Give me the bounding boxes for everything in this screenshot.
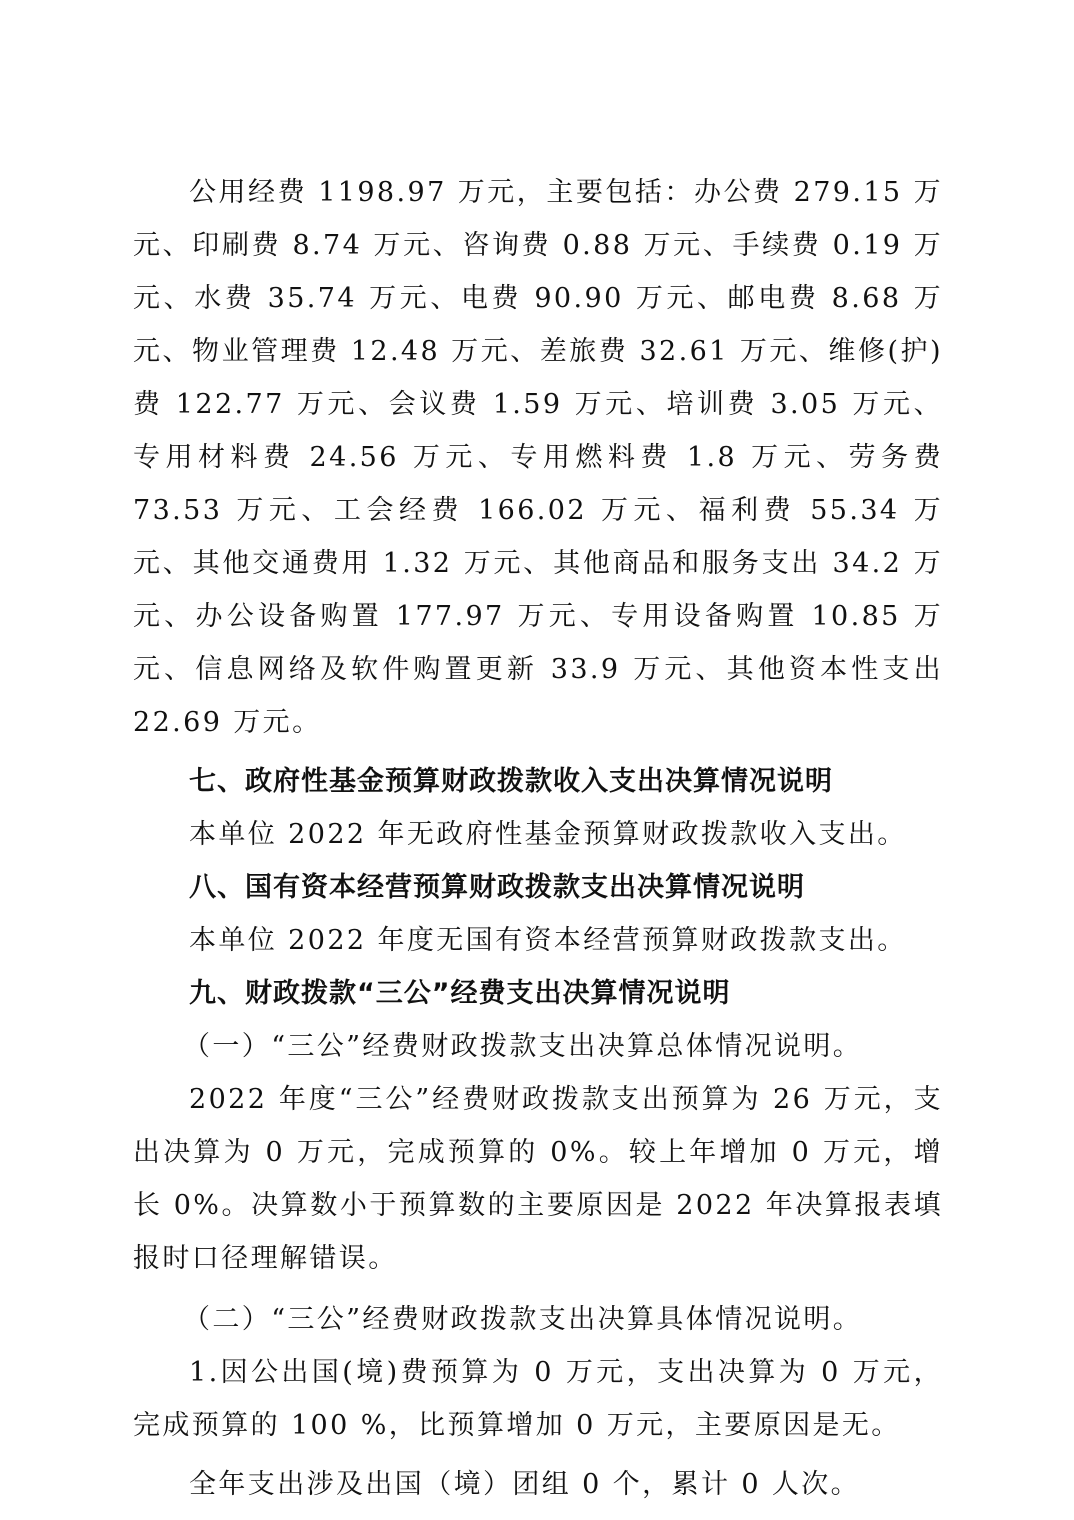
section-9-heading: 九、财政拨款“三公”经费支出决算情况说明 xyxy=(189,978,731,1009)
subsection-1-body: 2022 年度“三公”经费财政拨款支出预算为 26 万元，支出决算为 0 万元，完成预算的 0%。较上年增加 0 万元，增长 0%。决算数小于预算数的主要原因是 2022 年决算报表填报时口径理解错误。 xyxy=(133,1084,943,1274)
section-8-body: 本单位 2022 年度无国有资本经营预算财政拨款支出。 xyxy=(189,925,907,956)
public-expense-paragraph: 公用经费 1198.97 万元，主要包括：办公费 279.15 万元、印刷费 8.74 万元、咨询费 0.88 万元、手续费 0.19 万元、水费 35.74 万元、电费 90.90 万元、邮电费 8.68 万元、物业管理费 12.48 万元、差旅费 32.61 万元、维修(护)费 122.77 万元、会议费 1.59 万元、培训费 3.05 万元、专用材料费 24.56 万元、专用燃料费 1.8 万元、劳务费 73.53 万元、工会经费 166.02 万元、福利费 55.34 万元、其他交通费用 1.32 万元、其他商品和服务支出 34.2 万元、办公设备购置 177.97 万元、专用设备购置 10.85 万元、信息网络及软件购置更新 33.9 万元、其他资本性支出 22.69 万元。 xyxy=(133,177,943,738)
document-page xyxy=(133,166,943,1511)
section-7-heading: 七、政府性基金预算财政拨款收入支出决算情况说明 xyxy=(189,766,833,797)
overseas-expense-paragraph: 1.因公出国(境)费预算为 0 万元，支出决算为 0 万元，完成预算的 100 %，比预算增加 0 万元，主要原因是无。 xyxy=(133,1357,943,1441)
section-7-body: 本单位 2022 年无政府性基金预算财政拨款收入支出。 xyxy=(189,819,907,850)
section-8-heading: 八、国有资本经营预算财政拨款支出决算情况说明 xyxy=(189,872,805,903)
overseas-groups-paragraph: 全年支出涉及出国（境）团组 0 个，累计 0 人次。 xyxy=(189,1469,861,1500)
subsection-2-heading: （二）“三公”经费财政拨款支出决算具体情况说明。 xyxy=(183,1304,863,1335)
subsection-1-heading: （一）“三公”经费财政拨款支出决算总体情况说明。 xyxy=(183,1031,863,1062)
